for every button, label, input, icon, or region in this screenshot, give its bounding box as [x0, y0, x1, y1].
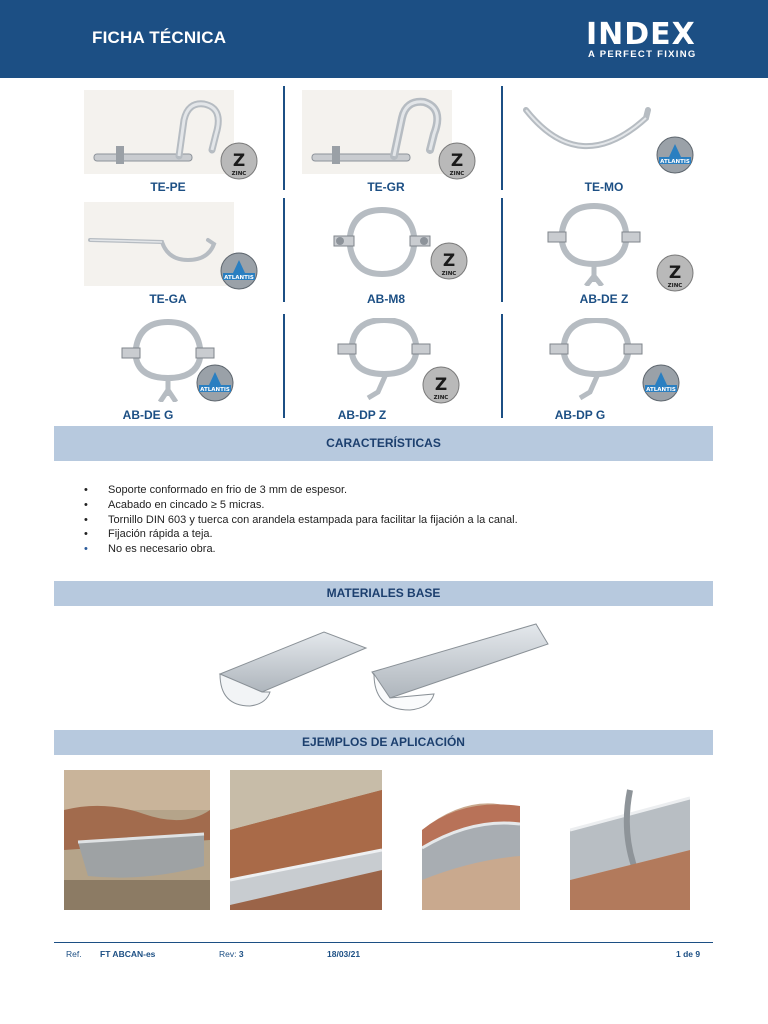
- atlantis-badge-icon: [196, 364, 234, 402]
- list-item: • No es necesario obra.: [84, 542, 684, 557]
- product-label: TE-PE: [150, 180, 186, 194]
- product-ab-m8: [278, 198, 494, 310]
- application-photos: [60, 770, 700, 914]
- application-photo: [422, 770, 520, 910]
- product-label: TE-GA: [149, 292, 187, 306]
- svg-text:ZINC: ZINC: [667, 283, 683, 289]
- zinc-badge-icon: [656, 254, 694, 292]
- atlantis-badge-icon: [220, 252, 258, 290]
- product-label: AB-M8: [367, 292, 405, 306]
- strap-hanger-image: [520, 90, 670, 174]
- footer-rev: Rev: 3: [219, 949, 244, 959]
- hook-bracket-image: [84, 90, 234, 174]
- list-item: • Tornillo DIN 603 y tuerca con arandela estampada para facilitar la fijación a la canal.: [84, 513, 684, 528]
- product-te-pe: [60, 86, 276, 198]
- product-label: AB-DP G: [554, 408, 606, 422]
- svg-text:ATLANTIS: ATLANTIS: [646, 387, 676, 393]
- gutter-profiles-image: [214, 618, 554, 718]
- svg-text:ZINC: ZINC: [441, 271, 457, 277]
- product-label: TE-GR: [367, 180, 405, 194]
- product-te-ga: [60, 198, 276, 310]
- list-item: • Fijación rápida a teja.: [84, 527, 684, 542]
- svg-text:ATLANTIS: ATLANTIS: [660, 159, 690, 165]
- product-te-gr: [278, 86, 494, 198]
- svg-text:ZINC: ZINC: [433, 395, 449, 401]
- page-title: FICHA TÉCNICA: [92, 28, 227, 47]
- zinc-badge-icon: [438, 142, 476, 180]
- footer-date: 18/03/21: [327, 949, 361, 959]
- product-ab-dp-z: [278, 314, 494, 426]
- svg-text:Z: Z: [232, 151, 246, 171]
- product-ab-dp-g: [496, 314, 712, 426]
- product-ab-de-z: [496, 198, 712, 310]
- footer-ref-label: Ref.: [66, 949, 82, 959]
- section-header-materiales: MATERIALES BASE: [54, 581, 713, 606]
- application-photo: [570, 770, 690, 910]
- footer-ref-value: FT ABCAN-es: [100, 949, 156, 959]
- atlantis-badge-icon: [642, 364, 680, 402]
- zinc-badge-icon: [220, 142, 258, 180]
- logo-wordmark: INDEX: [586, 17, 696, 52]
- features-list: [84, 483, 684, 557]
- svg-text:ZINC: ZINC: [231, 171, 247, 177]
- footer-page: 1 de 9: [676, 949, 701, 959]
- product-ab-de-g: [60, 314, 276, 426]
- rod-hanger-image: [84, 202, 234, 286]
- product-grid: [60, 86, 710, 424]
- hook-bracket-image: [302, 90, 452, 174]
- header-bar: [0, 0, 768, 78]
- svg-text:ATLANTIS: ATLANTIS: [200, 387, 230, 393]
- application-photo: [230, 770, 382, 910]
- svg-text:Z: Z: [450, 151, 464, 171]
- footer-divider: [54, 942, 713, 943]
- index-logo: [586, 18, 726, 62]
- atlantis-badge-icon: [656, 136, 694, 174]
- section-header-ejemplos: EJEMPLOS DE APLICACIÓN: [54, 730, 713, 755]
- product-label: TE-MO: [584, 180, 624, 194]
- product-label: AB-DE G: [122, 408, 174, 422]
- svg-text:Z: Z: [442, 251, 456, 271]
- list-item: • Acabado en cincado ≥ 5 micras.: [84, 498, 684, 513]
- section-header-caracteristicas: CARACTERÍSTICAS: [54, 426, 713, 461]
- product-label: AB-DE Z: [579, 292, 629, 306]
- svg-text:Z: Z: [668, 263, 682, 283]
- product-te-mo: [496, 86, 712, 198]
- application-photo: [64, 770, 210, 910]
- zinc-badge-icon: [422, 366, 460, 404]
- product-label: AB-DP Z: [337, 408, 387, 422]
- list-item: • Soporte conformado en frio de 3 mm de espesor.: [84, 483, 684, 498]
- svg-text:ATLANTIS: ATLANTIS: [224, 275, 254, 281]
- svg-text:ZINC: ZINC: [449, 171, 465, 177]
- svg-text:Z: Z: [434, 375, 448, 395]
- ring-clamp-image: [520, 202, 670, 286]
- zinc-badge-icon: [430, 242, 468, 280]
- logo-tagline: A PERFECT FIXING: [588, 49, 697, 60]
